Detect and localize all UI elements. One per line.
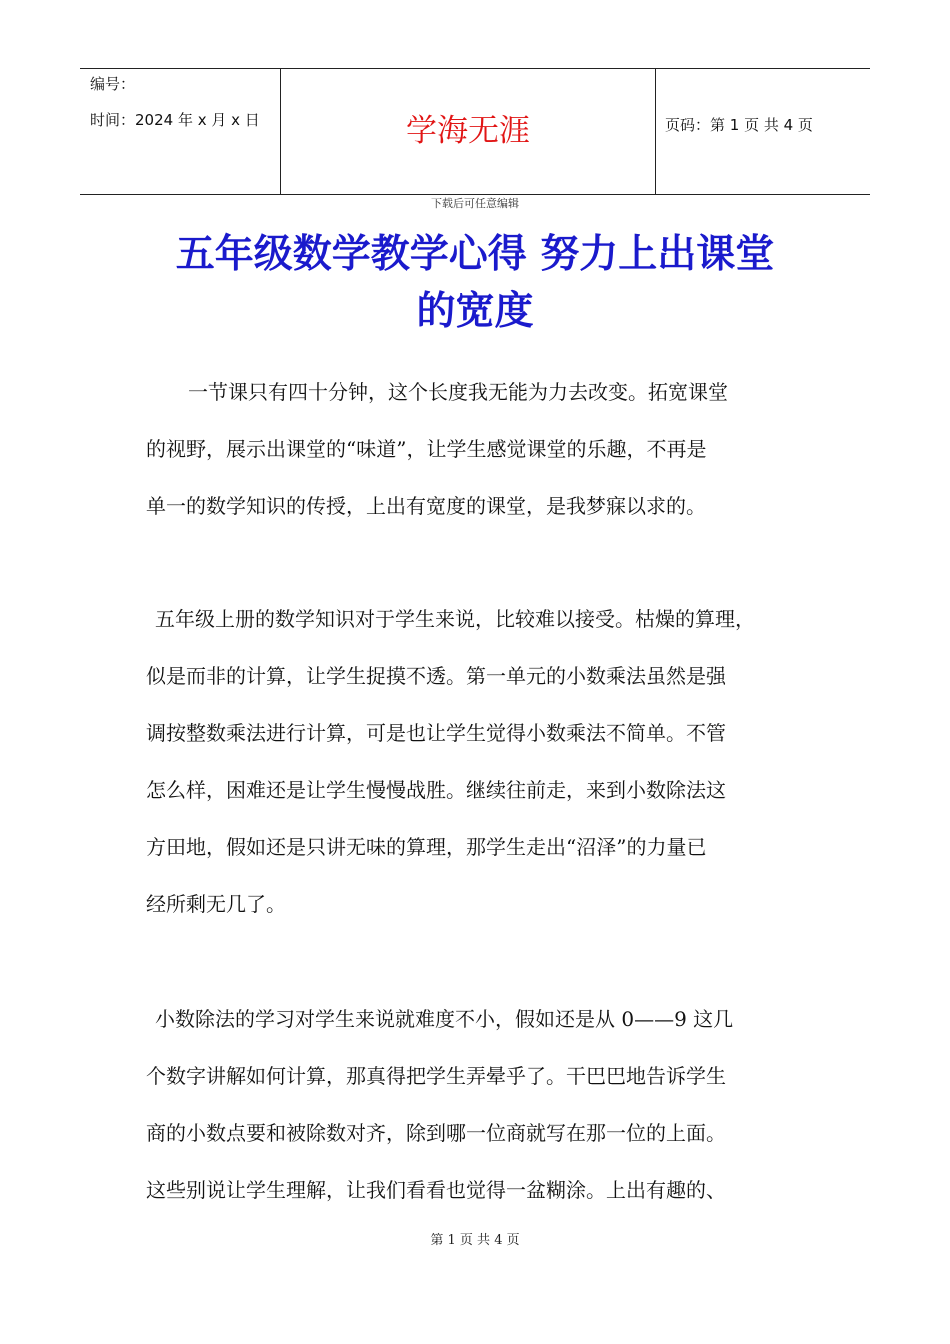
paragraph-line: 怎么样，困难还是让学生慢慢战胜。继续往前走，来到小数除法这 [146, 778, 726, 802]
paragraph-line: 方田地，假如还是只讲无味的算理，那学生走出“沼泽”的力量已 [146, 835, 707, 859]
paragraph-line: 个数字讲解如何计算，那真得把学生弄晕乎了。干巴巴地告诉学生 [146, 1064, 726, 1088]
document-title [120, 226, 830, 340]
paragraph-line: 经所剩无几了。 [146, 892, 286, 916]
brand-title: 学海无涯 [406, 113, 530, 149]
paragraph-line: 一节课只有四十分钟，这个长度我无能为力去改变。拓宽课堂 [188, 380, 728, 404]
paragraph-line: 似是而非的计算，让学生捉摸不透。第一单元的小数乘法虽然是强 [146, 664, 726, 688]
paragraph-line: 单一的数学知识的传授，上出有宽度的课堂，是我梦寐以求的。 [146, 494, 706, 518]
document-date-label: 时间：2024 年 x 月 x 日 [90, 111, 260, 129]
title-line: 的宽度 [416, 288, 534, 334]
header-page-info: 页码：第 1 页 共 4 页 [665, 116, 813, 134]
header-brand-cell [280, 69, 656, 194]
header-page-cell [655, 69, 870, 194]
paragraph-line: 调按整数乘法进行计算，可是也让学生觉得小数乘法不简单。不管 [146, 721, 726, 745]
title-line: 五年级数学教学心得 努力上出课堂 [175, 231, 775, 277]
document-number-label: 编号： [90, 75, 136, 93]
paragraph-line: 这些别说让学生理解，让我们看看也觉得一盆糊涂。上出有趣的、 [146, 1178, 726, 1202]
document-header [80, 68, 870, 195]
paragraph-line: 小数除法的学习对学生来说就难度不小，假如还是从 0——9 这几 [155, 1007, 734, 1031]
paragraph-line: 五年级上册的数学知识对于学生来说，比较难以接受。枯燥的算理， [155, 607, 755, 631]
paragraph-line: 商的小数点要和被除数对齐，除到哪一位商就写在那一位的上面。 [146, 1121, 726, 1145]
page-footer: 第 1 页 共 4 页 [430, 1233, 520, 1248]
header-meta-cell [80, 69, 280, 194]
paragraph-line: 的视野，展示出课堂的“味道”，让学生感觉课堂的乐趣，不再是 [146, 437, 707, 461]
download-note: 下载后可任意编辑 [431, 197, 519, 210]
